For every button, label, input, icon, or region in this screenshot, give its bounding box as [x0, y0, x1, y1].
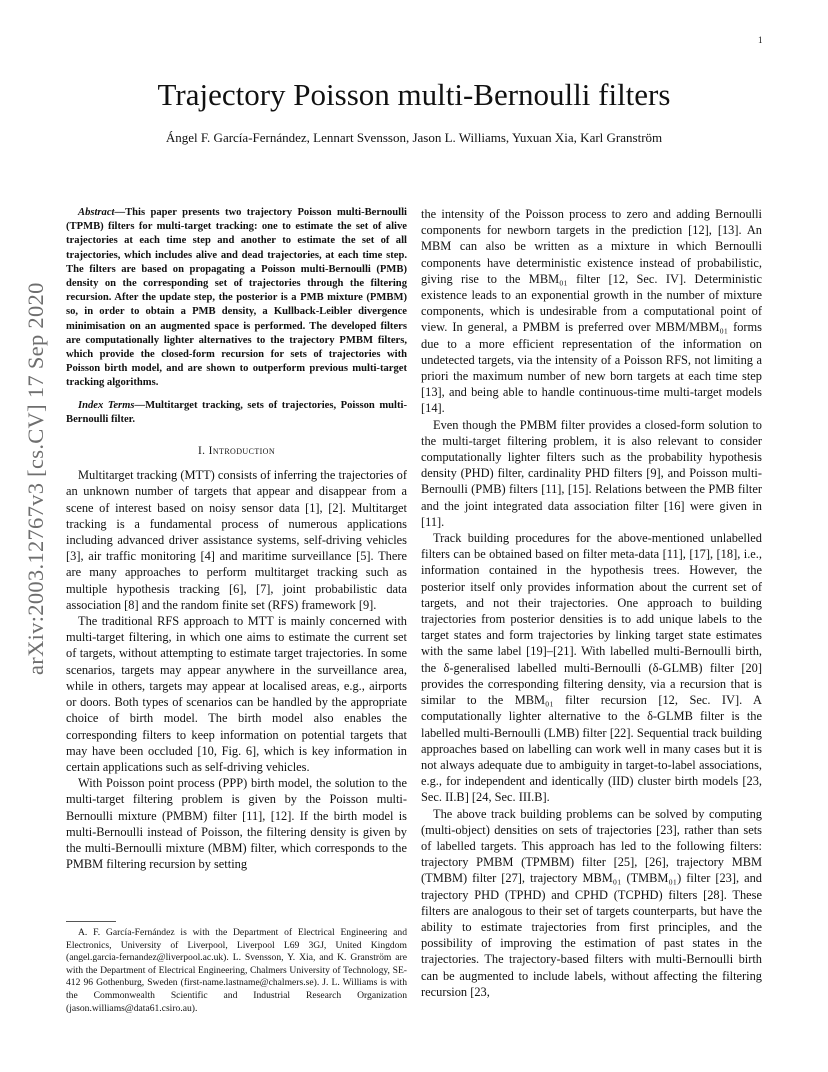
arxiv-identifier-stamp: arXiv:2003.12767v3 [cs.CV] 17 Sep 2020 [23, 282, 48, 675]
abstract [66, 206, 407, 391]
intro-paragraph: the intensity of the Poisson process to zero and adding Bernoulli components for newborn targets in the prediction [12], [13]. An MBM can also be written as a mixture in which Bernoulli components have deterministic existence instead of probabilistic, giving rise to the MBM₀₁ filter [12, Sec. IV]. Deterministic existence leads to an exponential growth in the number of mixture components, which is undesirable from a computational point of view. In general, a PMBM is preferred over MBM/MBM₀₁ forms due to a more efficient representation of the information on undetected targets, via the intensity of a Poisson RFS, not limiting a priori the maximum number of new born targets at each time step [13], and being able to handle continuous-time multi-target models [14]. [421, 207, 762, 416]
left-column [66, 206, 407, 872]
intro-paragraph: The above track building problems can be solved by computing (multi-object) densities on sets of trajectories [23], rather than sets of labelled targets. This approach has led to the following filters: trajectory PMBM (TPMBM) filter [25], [26], trajectory MBM (TMBM) filter [27], trajectory MBM₀₁ (TMBM₀₁) filter [23], and trajectory PHD (TPHD) and CPHD (TCPHD) filters [28]. These filters are analogous to their set of targets counterparts, but have the ability to estimate trajectories from first principles, and the possibility of improving the estimation of past states in the trajectories. The trajectory-based filters with multi-Bernoulli birth can be augmented to include labels, without affecting the filtering recursion [23, [421, 806, 762, 999]
author-affiliation-footnote: A. F. García-Fernández is with the Department of Electrical Engineering and Electronics, University of Liverpool, Liverpool L69 3GJ, United Kingdom (angel.garcia-fernandez@liverpool.ac.uk). L. Svensson, Y. Xia, and K. Granström are with the Department of Electrical Engineering, Chalmers University of Technology, SE-412 96 Gothenburg, Sweden (first-name.lastname@chalmers.se). J. L. Williams is with the Commonwealth Scientific and Industrial Research Organization (jason.williams@data61.csiro.au). [66, 927, 407, 1014]
footnote-divider [66, 921, 116, 922]
index-terms-text: —Multitarget tracking, sets of trajectories, Poisson multi-Bernoulli filter. [66, 399, 407, 425]
abstract-text: —This paper presents two trajectory Poisson multi-Bernoulli (TPMB) filters for multi-target tracking: one to estimate the set of alive trajectories at each time step and another to estimate the set of all trajectories, which includes alive and dead trajectories, at each time step. The filters are based on propagating a Poisson multi-Bernoulli (PMB) density on the corresponding set of trajectories through the filtering recursion. After the update step, the posterior is a PMB mixture (PMBM) so, in order to obtain a PMB density, a Kullback-Leibler divergence minimisation on an augmented space is performed. The developed filters are computationally lighter alternatives to the trajectory PMBM filters, which provide the closed-form recursion for sets of trajectories with Poisson birth model, and are shown to outperform previous multi-target tracking algorithms. [66, 207, 407, 389]
right-column [421, 206, 762, 1000]
intro-paragraph: Track building procedures for the above-mentioned unlabelled filters can be obtained based on filter meta-data [11], [17], [18], i.e., information contained in the hypothesis trees. However, the posterior itself only provides information about the current set of targets, and not their trajectories. One approach to building trajectories from posterior densities is to add unique labels to the target states and form trajectories by linking target state estimates with the same label [19]–[21]. With labelled multi-Bernoulli birth, the δ-generalised labelled multi-Bernoulli (δ-GLMB) filter [20] provides the corresponding filtering density, via a recursion that is similar to the MBM₀₁ filter recursion [12, Sec. IV]. A computationally lighter alternative to the δ-GLMB filter is the labelled multi-Bernoulli (LMB) filter [22]. Sequential track building approaches based on labelling can work well in many cases but it is not always adequate due to ambiguity in target-to-label associations, e.g., for independent and identically (IID) cluster birth models [23, Sec. II.B] [24, Sec. III.B]. [421, 531, 762, 805]
abstract-label: Abstract [78, 207, 115, 218]
intro-paragraph: The traditional RFS approach to MTT is mainly concerned with multi-target filtering, in which one aims to estimate the current set of targets, without attempting to estimate target trajectories. In some scenarios, targets may appear anywhere in the surveillance area, while in others, targets may appear at localised areas, e.g., airports or doors. Both types of scenarios can be handled by the appropriate choice of birth model. The birth model also enables the corresponding filters to keep information on potential targets that may have been occluded [10, Fig. 6], which is key information in certain applications such as self-driving vehicles. [66, 614, 407, 774]
index-terms [66, 399, 407, 427]
intro-paragraph: With Poisson point process (PPP) birth model, the solution to the multi-target filtering problem is given by the Poisson multi-Bernoulli mixture (PMBM) filter [11], [12]. If the birth model is multi-Bernoulli instead of Poisson, the filtering density is given by the multi-Bernoulli mixture (MBM) filter, which corresponds to the PMBM filtering recursion by setting [66, 776, 407, 872]
author-list: Ángel F. García-Fernández, Lennart Svensson, Jason L. Williams, Yuxuan Xia, Karl Granström [165, 130, 663, 145]
page-number: 1 [758, 35, 763, 45]
intro-paragraph: Even though the PMBM filter provides a closed-form solution to the multi-target filtering problem, it is also relevant to consider computationally lighter filters such as the probability hypothesis density (PHD) filter, cardinality PHD filters [9], and Poisson multi-Bernoulli (PMB) filters [11], [15]. Relations between the PMB filter and the joint integrated data association filter [16] were given in [11]. [421, 417, 762, 529]
section-heading-introduction: I. Introduction [197, 445, 276, 458]
paper-title: Trajectory Poisson multi-Bernoulli filters [157, 77, 671, 112]
index-terms-label: Index Terms [78, 399, 135, 411]
intro-paragraph: Multitarget tracking (MTT) consists of inferring the trajectories of an unknown number of targets that appear and disappear from a scene of interest based on noisy sensor data [1], [2]. Multitarget tracking is a fundamental process of numerous applications including advanced driver assistance systems, self-driving vehicles [3], air traffic monitoring [4] and maritime surveillance [5]. There are many approaches to perform multitarget tracking such as multiple hypothesis tracking [6], [7], joint probabilistic data association [8] and the random finite set (RFS) framework [9]. [66, 468, 407, 612]
